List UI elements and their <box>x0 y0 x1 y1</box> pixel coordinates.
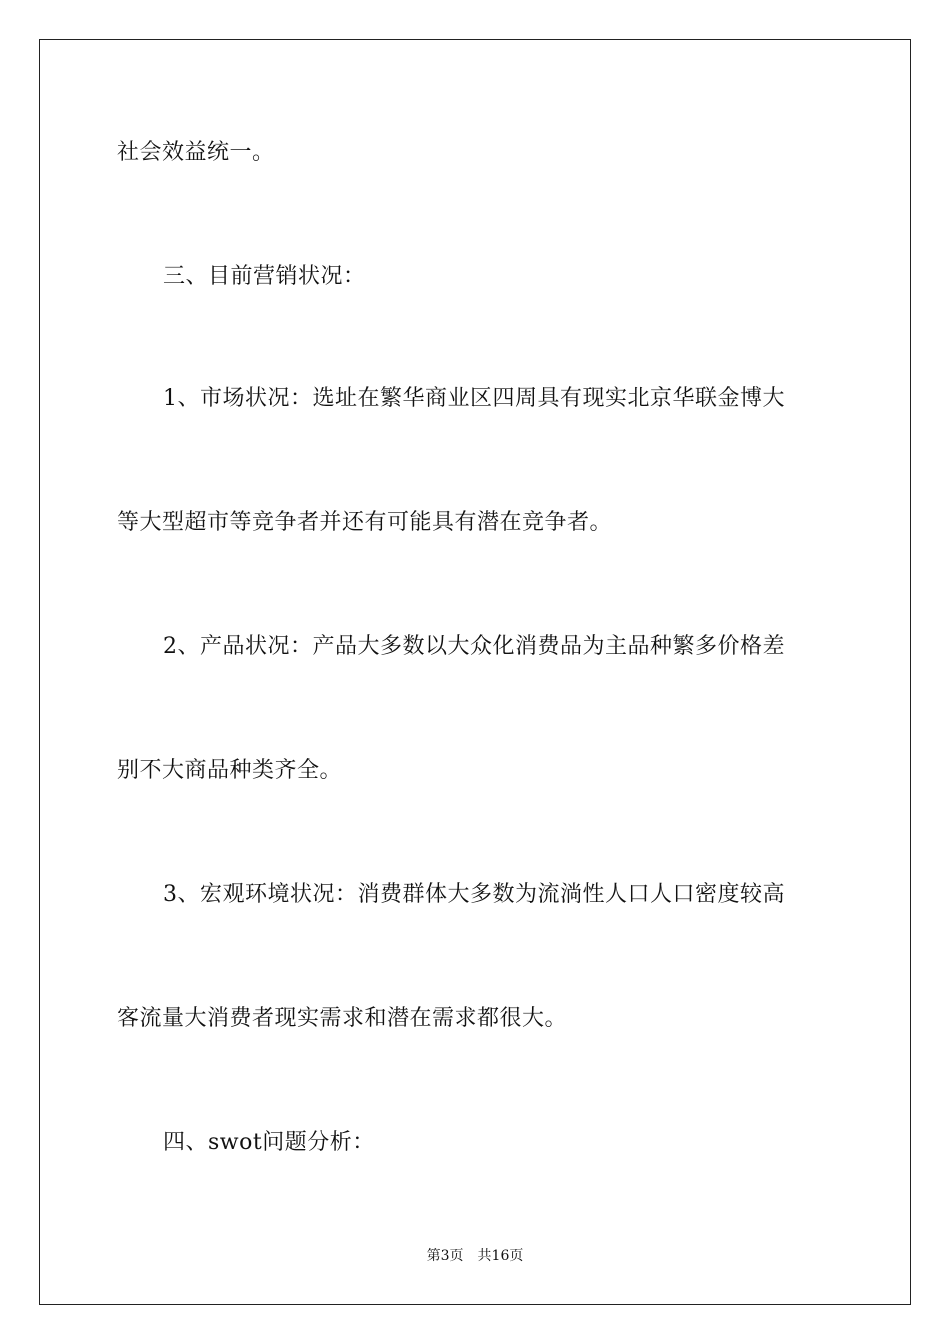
paragraph-line: 别不大商品种类齐全。 <box>117 758 343 783</box>
total-pages: 共16页 <box>477 1248 524 1264</box>
page-border <box>39 39 911 1305</box>
page-footer <box>0 1246 950 1266</box>
section-heading: 三、目前营销状况： <box>163 264 366 289</box>
paragraph-line: 3、宏观环境状况：消费群体大多数为流淌性人口人口密度较高 <box>163 882 785 907</box>
page-number: 第3页 <box>426 1248 464 1264</box>
paragraph-line: 客流量大消费者现实需求和潜在需求都很大。 <box>117 1006 568 1031</box>
paragraph-line: 社会效益统一。 <box>117 140 275 165</box>
paragraph-line: 1、市场状况：选址在繁华商业区四周具有现实北京华联金博大 <box>163 386 785 411</box>
paragraph-line: 等大型超市等竞争者并还有可能具有潜在竞争者。 <box>117 510 613 535</box>
paragraph-line: 2、产品状况：产品大多数以大众化消费品为主品种繁多价格差 <box>163 634 785 659</box>
section-heading: 四、swot问题分析： <box>163 1130 375 1155</box>
